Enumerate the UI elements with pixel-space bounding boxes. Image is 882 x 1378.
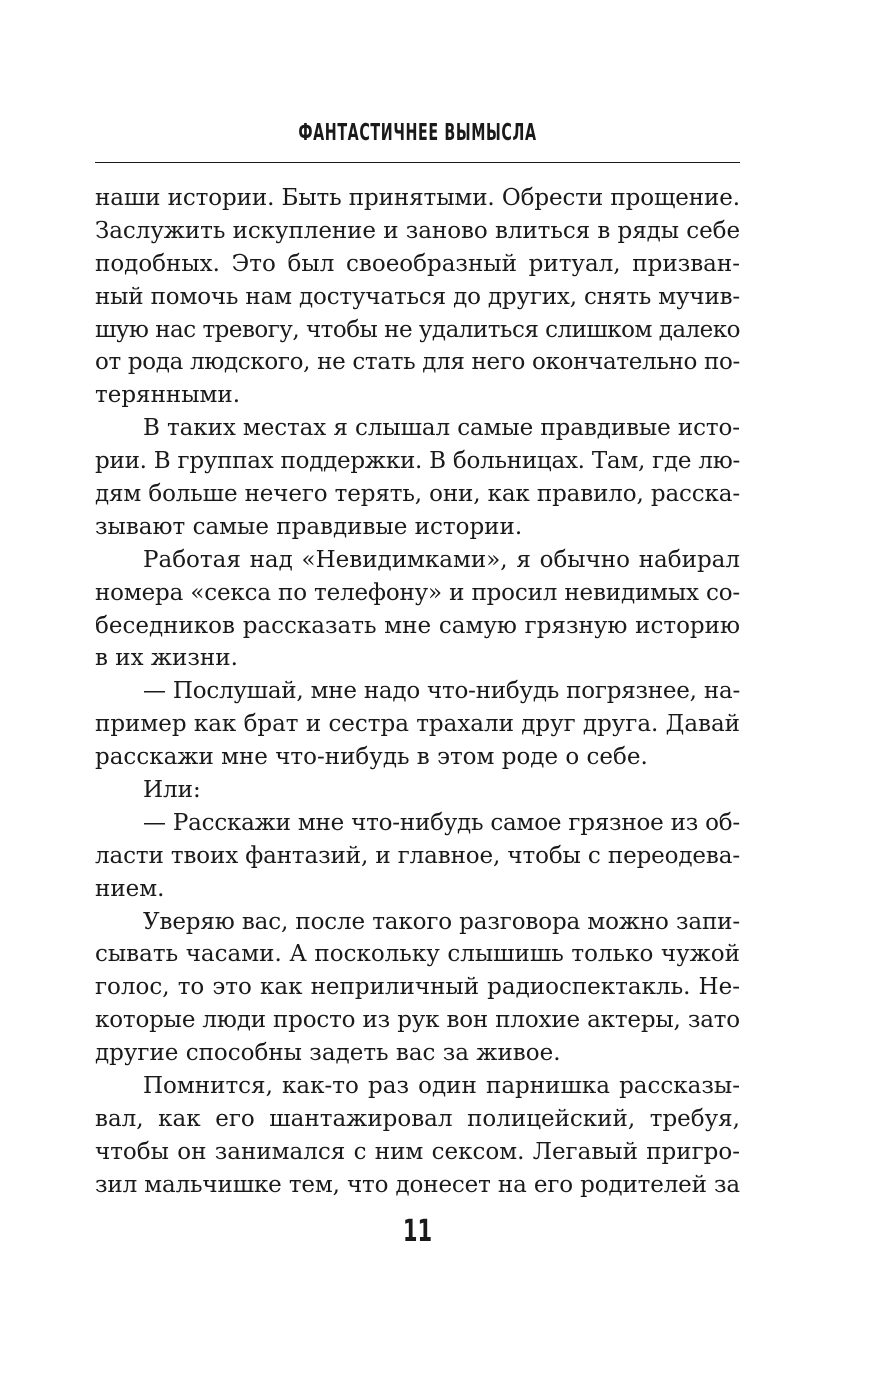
text-line: наши истории. Быть принятыми. Обрести прощение.	[95, 185, 741, 211]
text-line: — Расскажи мне что-нибудь самое грязное из об-	[143, 809, 740, 836]
text-line: пример как брат и сестра трахали друг друга. Давай	[95, 711, 740, 738]
text-line: вал, как его шантажировал полицейский, требуя,	[95, 1105, 740, 1132]
text-line: нием.	[95, 875, 165, 902]
text-line: голос, то это как неприличный радиоспектакль. Не-	[95, 974, 740, 1001]
text-line: Или:	[143, 777, 201, 804]
text-line: шую нас тревогу, чтобы не удалиться слишком далеко	[95, 316, 740, 343]
text-line: расскажи мне что-нибудь в этом роде о себе.	[95, 744, 648, 771]
text-line: зывают самые правдивые истории.	[95, 513, 523, 540]
text-line: Заслужить искупление и заново влиться в ряды себе	[95, 217, 741, 244]
text-line: Уверяю вас, после такого разговора можно запи-	[143, 908, 740, 935]
text-line: другие способны задеть вас за живое.	[95, 1040, 561, 1067]
text-line: рии. В группах поддержки. В больницах. Там, где лю-	[95, 448, 741, 475]
text-line: сывать часами. А поскольку слышишь только чужой	[95, 941, 740, 968]
body-text	[95, 182, 740, 1202]
text-line: в их жизни.	[95, 645, 238, 672]
text-line: которые люди просто из рук вон плохие актеры, зато	[95, 1007, 740, 1034]
text-line: беседников рассказать мне самую грязную историю	[95, 612, 740, 639]
text-line: Помнится, как-то раз один парнишка рассказы-	[143, 1073, 740, 1100]
running-title: ФАНТАСТИЧНЕЕ ВЫМЫСЛА	[298, 120, 537, 146]
text-line: подобных. Это был своеобразный ритуал, призван-	[95, 250, 740, 277]
text-line: ласти твоих фантазий, и главное, чтобы с переодева-	[95, 842, 740, 869]
text-line: терянными.	[95, 382, 241, 409]
text-line: чтобы он занимался с ним сексом. Легавый пригро-	[95, 1138, 740, 1165]
text-line: В таких местах я слышал самые правдивые исто-	[143, 415, 740, 442]
text-line: от рода людского, не стать для него окончательно по-	[95, 349, 740, 376]
text-line: Работая над «Невидимками», я обычно набирал	[143, 546, 740, 573]
text-line: номера «секса по телефону» и просил невидимых со-	[95, 579, 740, 606]
text-line: дям больше нечего терять, они, как правило, расска-	[95, 481, 741, 508]
header-rule	[95, 162, 740, 163]
text-line: ный помочь нам достучаться до других, снять мучив-	[95, 283, 741, 310]
page-number: 11	[402, 1214, 433, 1249]
text-line: зил мальчишке тем, что донесет на его родителей за	[95, 1171, 741, 1198]
text-line: — Послушай, мне надо что-нибудь погрязнее, на-	[143, 678, 740, 705]
